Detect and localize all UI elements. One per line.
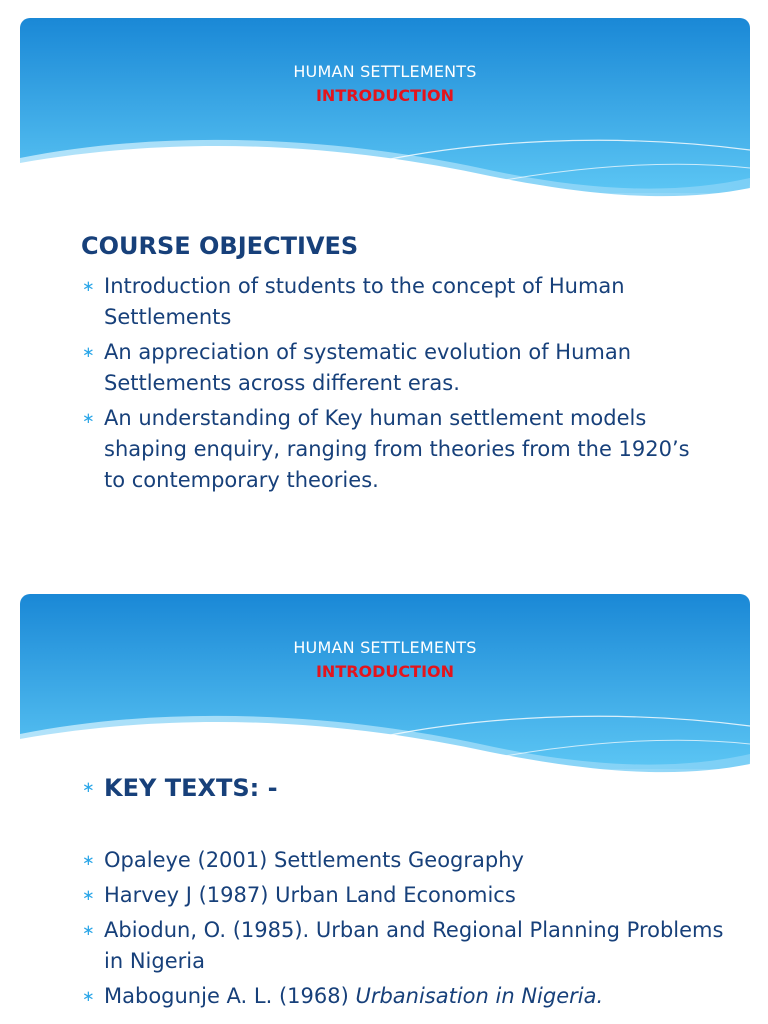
- heading-text: KEY TEXTS: -: [104, 774, 278, 802]
- slide-key-texts: [20, 594, 750, 1024]
- book-title: Urbanisation in Nigeria.: [355, 984, 604, 1008]
- slide-course-objectives: [20, 18, 750, 578]
- list-item: [82, 981, 742, 1012]
- list-item-text: Opaleye (2001) Settlements Geography: [104, 848, 524, 872]
- header-wave-banner: [20, 18, 750, 218]
- bullet-icon: ∗: [82, 409, 95, 427]
- list-item: [82, 915, 742, 977]
- list-item: [82, 845, 742, 876]
- header-title: HUMAN SETTLEMENTS: [293, 62, 477, 81]
- slide-heading: [82, 774, 278, 802]
- list-item-text: Harvey J (1987) Urban Land Economics: [104, 883, 516, 907]
- bullet-icon: ∗: [82, 886, 95, 904]
- header-subtitle: INTRODUCTION: [315, 662, 455, 681]
- list-item-text: Introduction of students to the concept of Human Settlements: [104, 274, 625, 329]
- header-subtitle: INTRODUCTION: [315, 86, 455, 105]
- bullet-icon: ∗: [82, 778, 95, 796]
- bullet-icon: ∗: [82, 851, 95, 869]
- objectives-list: [82, 271, 702, 500]
- key-texts-list: [82, 845, 742, 1016]
- list-item-text: An understanding of Key human settlement models shaping enquiry, ranging from theories from the 1920’s to contemporary theories.: [104, 406, 690, 492]
- bullet-icon: ∗: [82, 987, 95, 1005]
- bullet-icon: ∗: [82, 343, 95, 361]
- bullet-icon: ∗: [82, 277, 95, 295]
- header-wave-banner: [20, 594, 750, 794]
- list-item: [82, 403, 702, 496]
- list-item-text: Abiodun, O. (1985). Urban and Regional Planning Problems in Nigeria: [104, 918, 724, 973]
- slide-heading: COURSE OBJECTIVES: [81, 232, 359, 260]
- list-item: [82, 271, 702, 333]
- list-item-text: Mabogunje A. L. (1968): [104, 984, 356, 1008]
- bullet-icon: ∗: [82, 921, 95, 939]
- list-item-text: An appreciation of systematic evolution of Human Settlements across different eras.: [104, 340, 632, 395]
- list-item: [82, 880, 742, 911]
- list-item: [82, 337, 702, 399]
- header-title: HUMAN SETTLEMENTS: [293, 638, 477, 657]
